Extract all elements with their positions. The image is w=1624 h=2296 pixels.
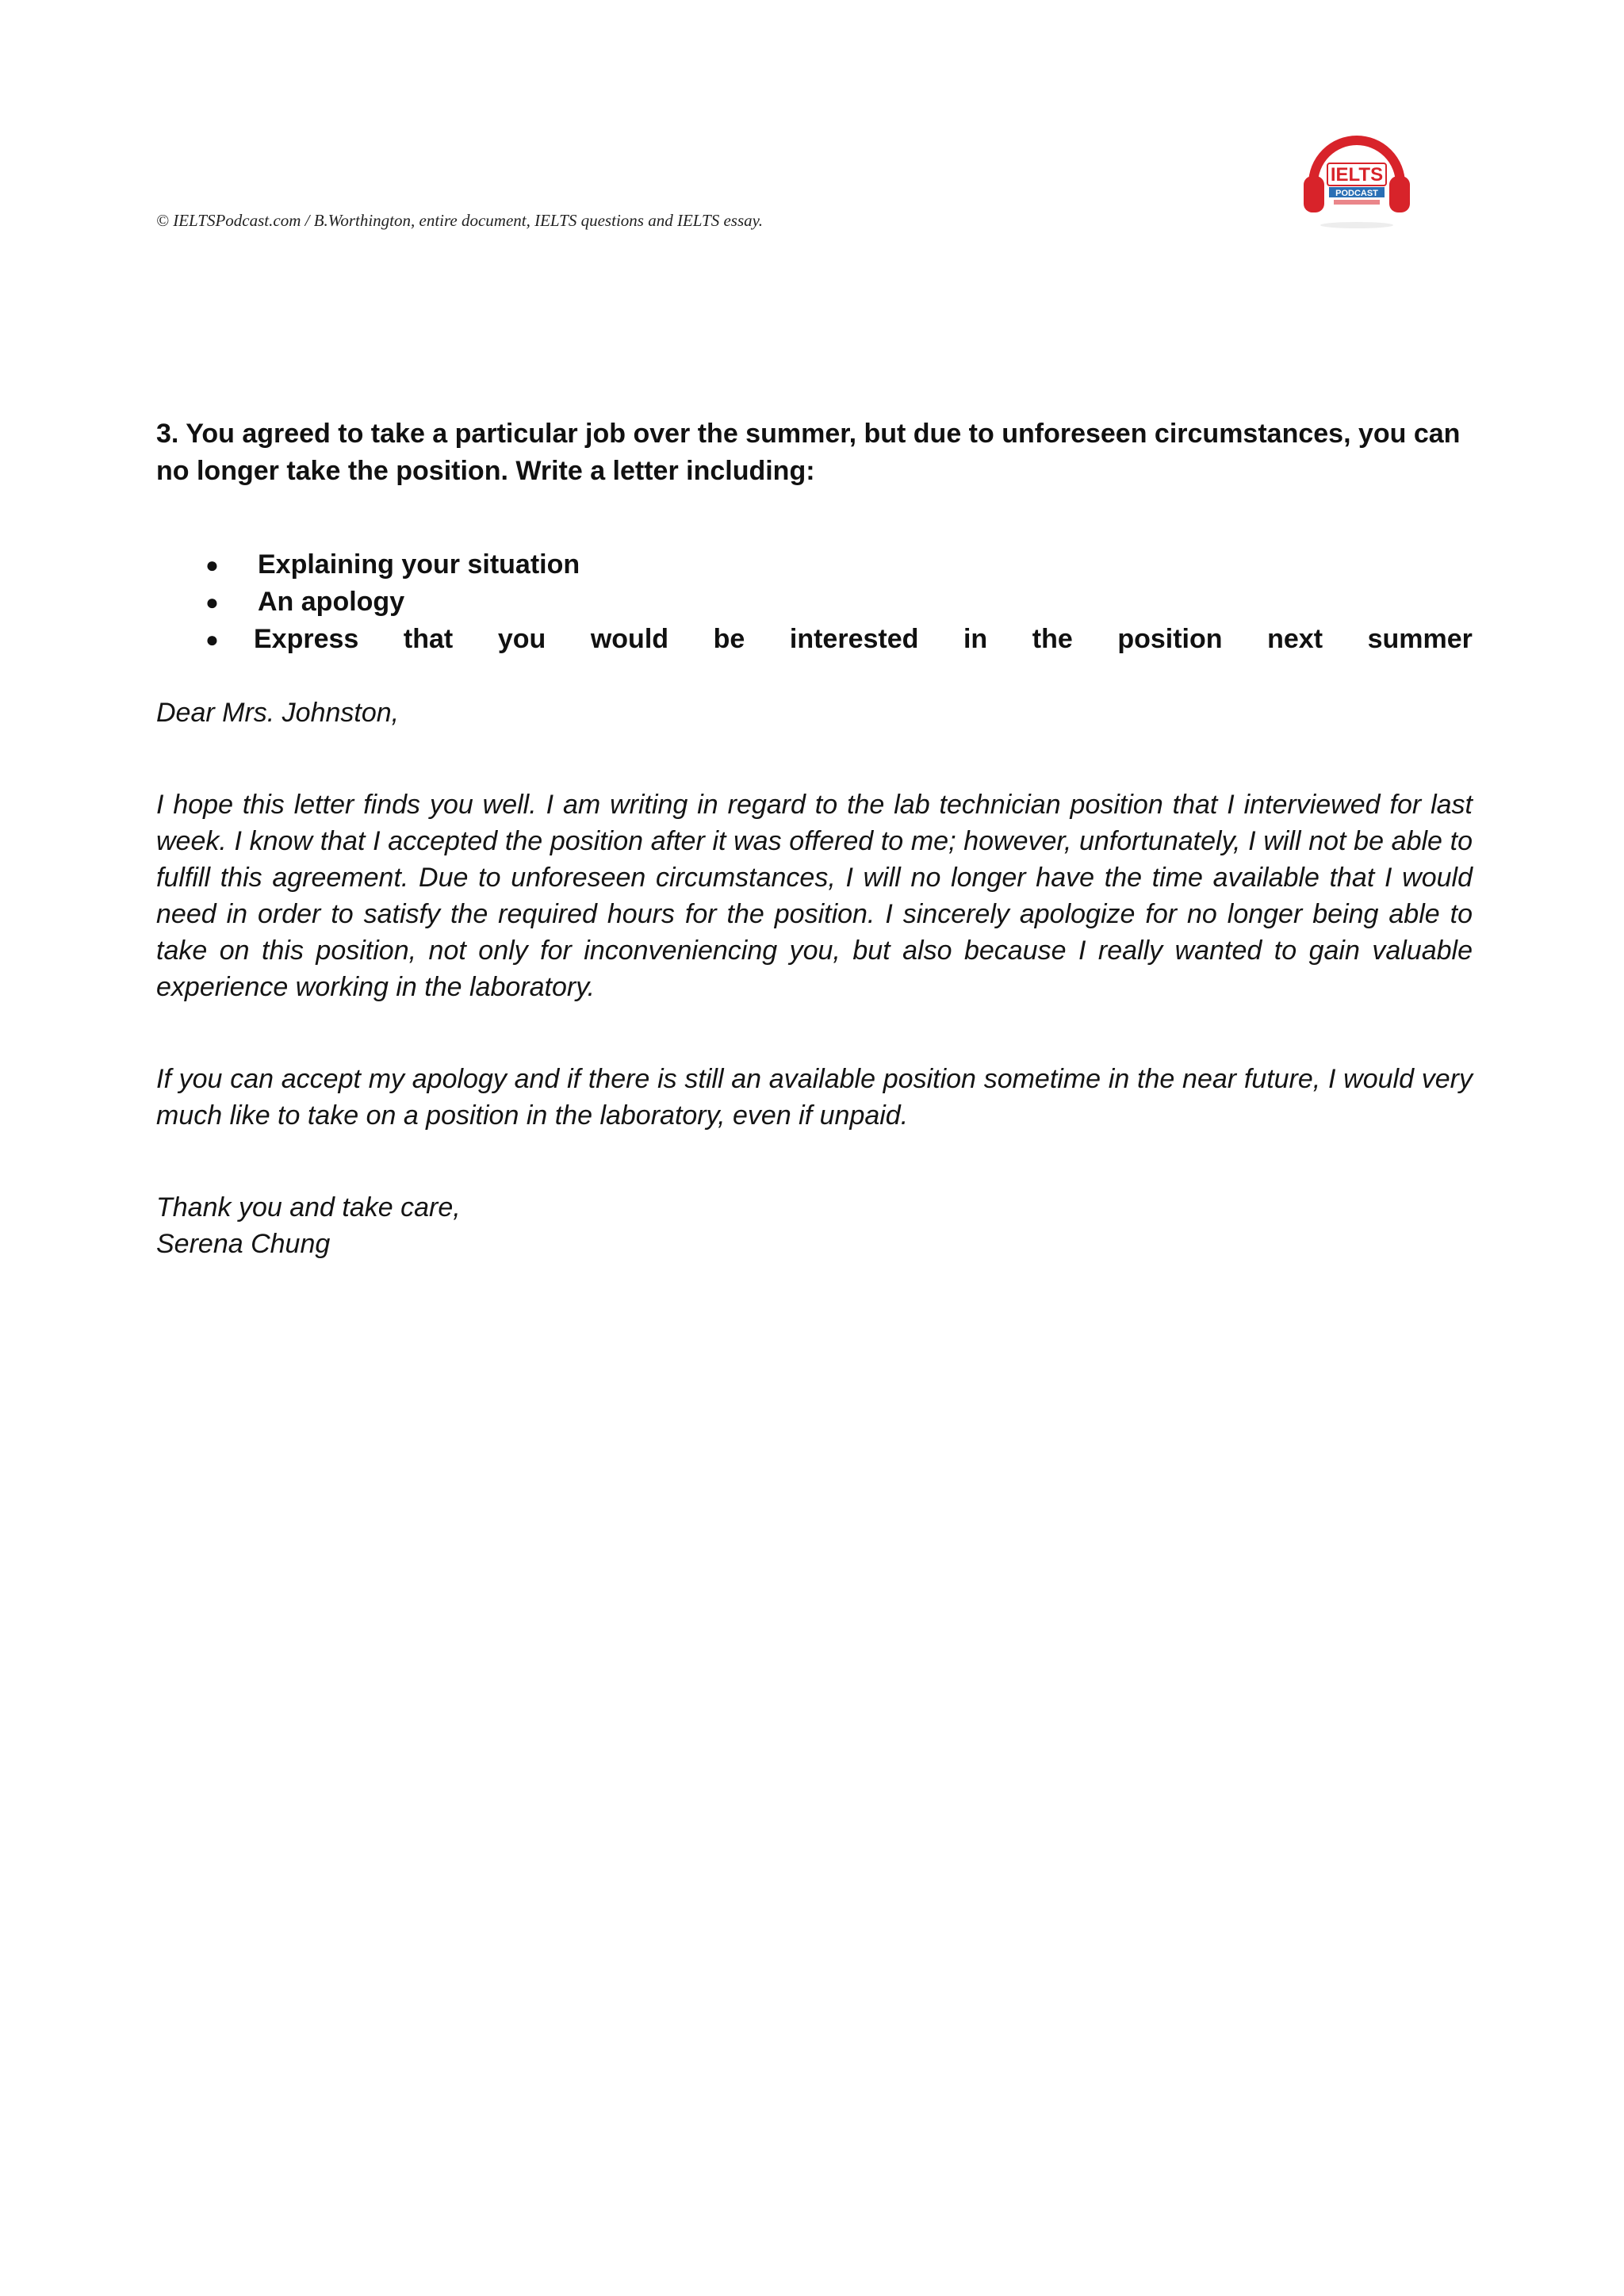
task-bullet-item [156, 621, 1473, 658]
bullet-word: next [1267, 624, 1323, 654]
bullet-icon: ● [205, 553, 219, 577]
task-question: 3. You agreed to take a particular job over the summer, but due to unforeseen circumstances, you can no longer take the position. Write a letter including: [156, 419, 1461, 486]
bullet-word: Express [254, 624, 359, 654]
bullet-icon: ● [205, 627, 219, 652]
bullet-word: be [713, 624, 745, 654]
letter-salutation: Dear Mrs. Johnston, [156, 698, 400, 728]
bullet-word: summer [1367, 624, 1473, 654]
bullet-word: in [963, 624, 988, 654]
copyright-note: © IELTSPodcast.com / B.Worthington, entire document, IELTS questions and IELTS essay. [156, 211, 764, 230]
bullet-word: you [497, 624, 546, 654]
letter-closing: Thank you and take care, [156, 1192, 461, 1223]
bullet-word: would [590, 624, 669, 654]
task-bullet-item [156, 546, 1473, 584]
logo-text-ielts: IELTS [1330, 164, 1384, 186]
task-bullet-text: Explaining your situation [258, 549, 580, 580]
headphones-logo-icon [1297, 111, 1416, 230]
logo-text-podcast: PODCAST [1335, 189, 1378, 198]
bullet-word: position [1117, 624, 1223, 654]
task-bullet-item [156, 584, 1473, 621]
task-bullet-list [156, 546, 1473, 658]
letter-signature: Serena Chung [156, 1229, 331, 1259]
ielts-podcast-logo [1297, 111, 1416, 230]
task-bullet-text [254, 621, 1473, 658]
bullet-word: the [1032, 624, 1073, 654]
letter-paragraph: I hope this letter finds you well. I am writing in regard to the lab technician position that I interviewed for last week. I know that I accepted the position after it was offered to me; however, unfortunately, I will not be able to fulfill this agreement. Due to unforeseen circumstances, I will no longer have the time available that I would need in order to satisfy the required hours for the position. I sincerely apologize for no longer being able to take on this position, not only for inconveniencing you, but also because I really wanted to gain valuable experience working in the laboratory. [156, 790, 1473, 1002]
letter-paragraph: If you can accept my apology and if there is still an available position sometime in the near future, I would very much like to take on a position in the laboratory, even if unpaid. [156, 1064, 1473, 1131]
bullet-word: interested [789, 624, 919, 654]
bullet-icon: ● [205, 590, 219, 614]
task-bullet-text: An apology [258, 587, 405, 617]
bullet-word: that [403, 624, 454, 654]
